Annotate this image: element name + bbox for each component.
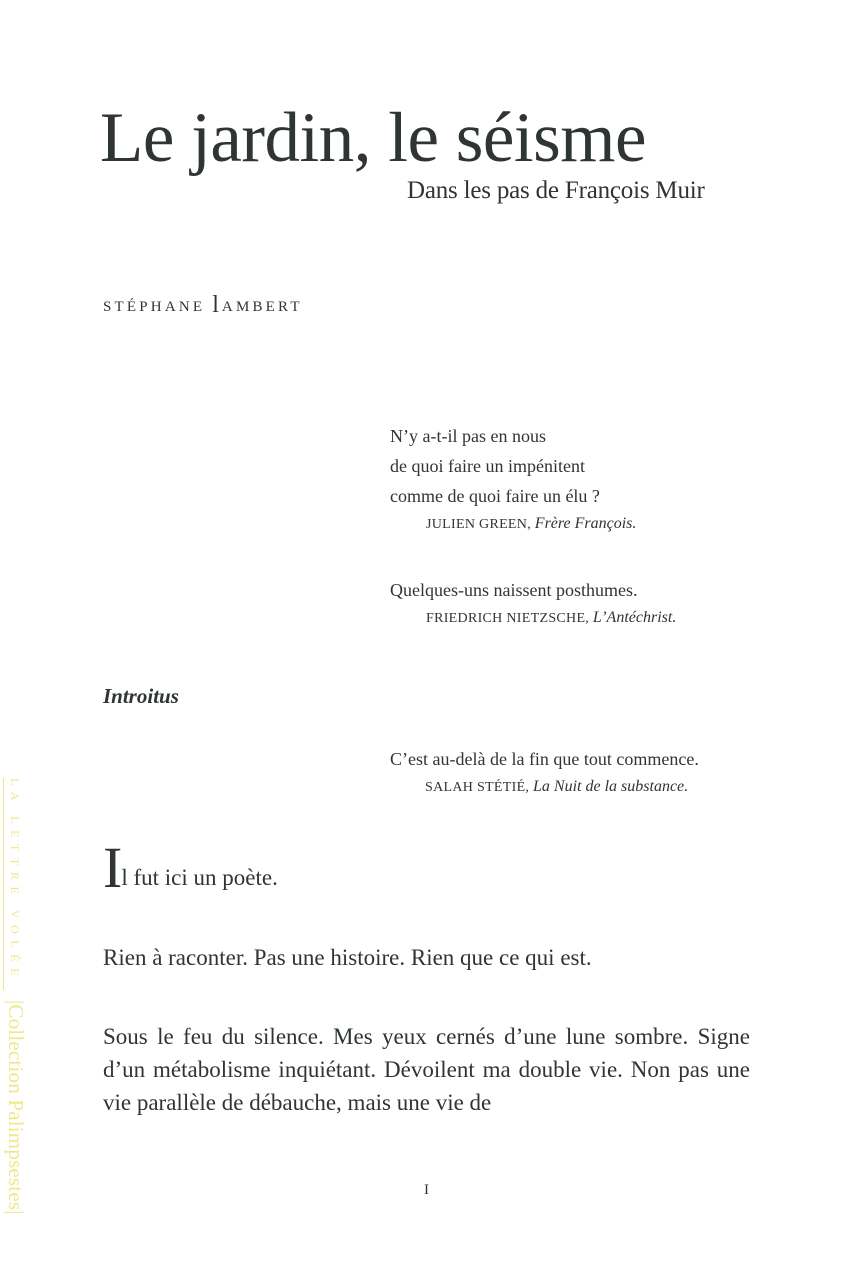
paragraph-3: Sous le feu du silence. Mes yeux cernés d’une lune sombre. Signe d’un métabolisme inquiétant. Dévoilent ma double vie. Non pas une vie parallèle de débauche, mais une vie de <box>103 1024 750 1115</box>
publisher-name: LA LETTRE VOLÉE <box>8 778 22 983</box>
section-heading: Introitus <box>103 684 179 708</box>
epigraph-line: comme de quoi faire un élu ? <box>390 486 600 506</box>
epigraph-line: Quelques-uns naissent posthumes. <box>390 580 638 600</box>
epigraph-author: FRIEDRICH NIETZSCHE, <box>426 611 593 626</box>
epigraph-line: N’y a-t-il pas en nous <box>390 426 546 446</box>
author-last-name: AMBERT <box>221 299 303 315</box>
author-last-initial: l <box>212 292 222 318</box>
book-subtitle: Dans les pas de François Muir <box>407 177 705 204</box>
epigraph-work: L’Antéchrist. <box>592 609 677 626</box>
sidebar-rule <box>3 778 4 990</box>
epigraph-attribution <box>390 511 636 538</box>
epigraph-line: de quoi faire un impénitent <box>390 456 585 476</box>
epigraph-attribution <box>390 774 699 801</box>
author-name <box>103 292 303 319</box>
publisher-sidebar <box>0 778 30 1268</box>
paragraph-text: l fut ici un poète. <box>121 865 278 890</box>
collection-name: |Collection Palimpsestes| <box>4 1000 28 1215</box>
epigraph-stetie <box>390 744 699 801</box>
paragraph-1 <box>103 835 750 900</box>
epigraph-author: JULIEN GREEN, <box>426 517 535 532</box>
drop-cap: I <box>103 835 122 900</box>
paragraph-2: Rien à raconter. Pas une histoire. Rien que ce qui est. <box>103 945 592 970</box>
epigraph-nietzsche <box>390 575 676 632</box>
epigraph-attribution <box>390 605 676 632</box>
epigraph-line: C’est au-delà de la fin que tout commence. <box>390 749 699 769</box>
page-number: I <box>424 1182 429 1198</box>
epigraph-work: La Nuit de la substance. <box>533 778 689 795</box>
epigraph-green <box>390 421 636 538</box>
epigraph-work: Frère François. <box>534 515 637 532</box>
epigraph-author: SALAH STÉTIÉ, <box>425 780 534 795</box>
book-title: Le jardin, le séisme <box>100 99 646 177</box>
author-first-name: STÉPHANE <box>103 299 213 315</box>
